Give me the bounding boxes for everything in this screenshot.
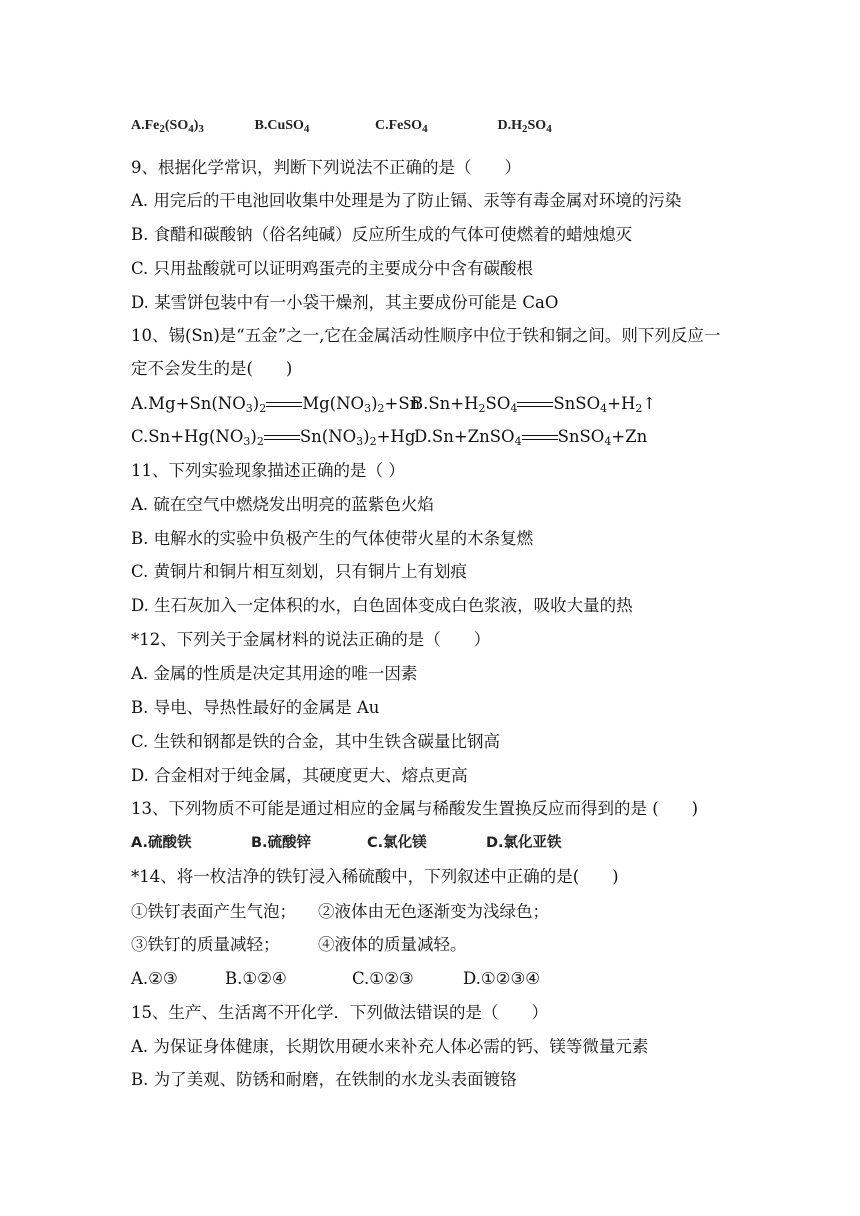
question-12-option-d: D. 合金相对于纯金属，其硬度更大、熔点更高 — [131, 766, 468, 785]
question-14-statement-1: ①铁钉表面产生气泡； — [131, 902, 296, 921]
question-14-option-a: A.②③ — [131, 969, 178, 988]
question-10-options-row2 — [131, 426, 647, 448]
q8-options-image — [131, 116, 552, 136]
question-13-options-image — [131, 833, 562, 853]
question-11-stem: 11、下列实验现象描述正确的是（ ） — [131, 461, 405, 480]
question-9-option-c: C. 只用盐酸就可以证明鸡蛋壳的主要成分中含有碳酸根 — [131, 259, 534, 278]
equals-sign-icon — [264, 433, 300, 443]
q8-option-b: B.CuSO$_4$ — [254, 118, 310, 135]
question-10-option-d: D.Sn+ZnSO$_4$ SnSO$_4$+Zn — [414, 427, 648, 448]
question-12-option-c: C. 生铁和钢都是铁的合金，其中生铁含碳量比钢高 — [131, 732, 501, 751]
question-12-stem: *12、下列关于金属材料的说法正确的是（ ） — [131, 630, 491, 649]
question-11-option-d: D. 生石灰加入一定体积的水，白色固体变成白色浆液，吸收大量的热 — [131, 596, 633, 615]
question-9-option-a: A. 用完后的干电池回收集中处理是为了防止镉、汞等有毒金属对环境的污染 — [131, 191, 682, 210]
question-10-option-b: $B.Sn+H_2SO_4$ $SnSO_4+H_2↑$ — [411, 394, 657, 415]
question-11-option-a: A. 硫在空气中燃烧发出明亮的蓝紫色火焰 — [131, 495, 434, 514]
question-9-option-b: B. 食醋和碳酸钠（俗名纯碱）反应所生成的气体可使燃着的蜡烛熄灭 — [131, 225, 633, 244]
q8-option-c: C.FeSO$_4$ — [375, 118, 428, 135]
question-10-stem-line1: 10、锡(Sn)是“五金”之一,它在金属活动性顺序中位于铁和铜之间。则下列反应一 — [131, 326, 721, 345]
question-12-option-b: B. 导电、导热性最好的金属是 Au — [131, 698, 380, 717]
question-13-option-b: B.硫酸锌 — [251, 835, 312, 851]
question-14-option-d: D.①②③④ — [463, 969, 541, 988]
question-11-option-c: C. 黄铜片和铜片相互刻划，只有铜片上有划痕 — [131, 562, 468, 581]
question-14-statement-4: ④液体的质量减轻。 — [318, 935, 467, 954]
question-9-stem: 9、根据化学常识，判断下列说法不正确的是（ ） — [131, 158, 521, 177]
question-9-option-d: D. 某雪饼包装中有一小袋干燥剂，其主要成份可能是 CaO — [131, 293, 559, 312]
question-10-stem-line2: 定不会发生的是( ) — [131, 359, 293, 378]
question-13-stem: 13、下列物质不可能是通过相应的金属与稀酸发生置换反应而得到的是 ( ) — [131, 799, 699, 818]
question-15-option-a: A. 为保证身体健康，长期饮用硬水来补充人体必需的钙、镁等微量元素 — [131, 1037, 649, 1056]
equals-sign-icon — [517, 400, 553, 410]
equals-sign-icon — [522, 433, 558, 443]
question-10-option-a: $A.Mg+Sn(NO_3)_2$ $Mg(NO_3)_2+Sn$ — [131, 394, 421, 415]
question-10-option-c: $C.Sn+Hg(NO_3)_2$ $Sn(NO_3)_2+Hg$ — [131, 427, 416, 448]
question-14-option-b: B.①②④ — [225, 969, 287, 988]
q8-option-a: $A.Fe_2(SO_4)_3$ — [131, 118, 204, 135]
question-10-options-row1 — [131, 393, 656, 415]
question-11-option-b: B. 电解水的实验中负极产生的气体使带火星的木条复燃 — [131, 529, 534, 548]
question-14-option-c: C.①②③ — [352, 969, 414, 988]
question-15-option-b: B. 为了美观、防锈和耐磨，在铁制的水龙头表面镀铬 — [131, 1070, 517, 1089]
question-14-statements-row2 — [131, 934, 467, 956]
question-13-option-d: D.氯化亚铁 — [486, 835, 562, 851]
question-15-stem: 15、生产、生活离不开化学．下列做法错误的是（ ） — [131, 1003, 548, 1022]
question-12-option-a: A. 金属的性质是决定其用途的唯一因素 — [131, 664, 418, 683]
question-14-statements-row1 — [131, 901, 549, 923]
question-14-statement-3: ③铁钉的质量减轻； — [131, 935, 280, 954]
equals-sign-icon — [266, 400, 302, 410]
q8-option-d: $D.H_2SO_4$ — [497, 118, 552, 135]
question-14-statement-2: ②液体由无色逐渐变为浅绿色； — [318, 902, 549, 921]
question-13-option-a: A.硫酸铁 — [131, 835, 192, 851]
question-13-option-c: C.氯化镁 — [367, 835, 427, 851]
question-14-options — [131, 968, 540, 990]
question-14-stem: *14、将一枚洁净的铁钉浸入稀硫酸中，下列叙述中正确的是( ) — [131, 867, 619, 886]
